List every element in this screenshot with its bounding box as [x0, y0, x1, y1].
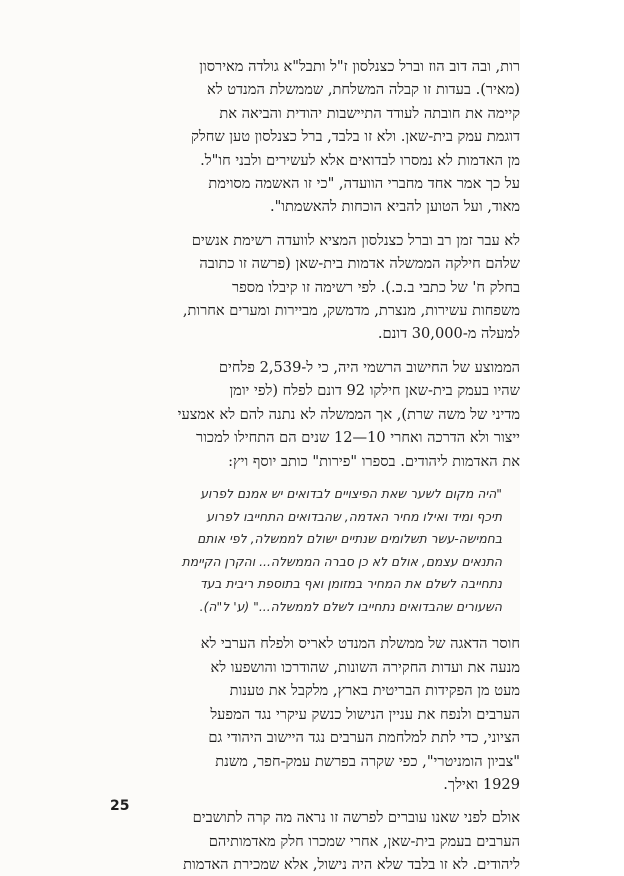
text-line: ליהודים. לא זו בלבד שלא היה נישול, אלא שמכירת האדמות: [183, 856, 520, 874]
text-line: הציוני, כדי לתת למלחמת הערבים נגד היישוב היהודי גם: [208, 729, 520, 747]
text-line: בחלק ח' של כתבי ב.כ.). לפי רשימה זו קיבלו מספר: [231, 278, 520, 296]
quote-line: נתחייבה לשלם את המחיר במזומן ואף בתוספת ריבית בעד: [199, 576, 502, 592]
quote-line: "היה מקום לשער שאת הפיצויים לבדואים יש אמנם לפרוע: [200, 485, 502, 501]
text-line: משפחות עשירות, מנצרת, מדמשק, מביירות ומערים אחרות,: [182, 302, 520, 320]
text-line: את האדמות ליהודים. בספרו "פירות" כותב יוסף ויץ:: [228, 452, 520, 470]
paragraph-5: [104, 806, 520, 876]
text-line: חוסר הדאגה של ממשלת המנדט לאריס ולפלח הערבי לא: [200, 635, 520, 653]
text-line: קיימה את חובתה לעודד התיישבות יהודית והביאה את: [219, 104, 520, 122]
text-line: "צביון הומניטרי", כפי שקרה בפרשת עמק-חפר, משנת: [215, 752, 520, 770]
text-column: [104, 55, 520, 876]
text-line: רות, ובה דוב הוז וברל כצנלסון ז"ל ותבל"א גולדה מאירסון: [199, 58, 520, 75]
text-line: מנעה את ועדות החקירה השונות, שהודרכו והושפעו לא: [210, 658, 520, 676]
block-quote: [118, 483, 502, 619]
text-line: למעלה מ-30,000 דונם.: [377, 325, 520, 343]
text-line: הממוצע של החישוב הרשמי היה, כי ל-2,539 פלחים: [218, 358, 520, 376]
page-margin: [520, 0, 624, 876]
text-line: על כך אמר אחד מחברי הוועדה, "כי זו האשמה מסוימת: [208, 175, 520, 193]
text-line: 1929 ואילך.: [443, 775, 520, 793]
text-line: הערבים ולנפח את עניין הנישול כנשק עיקרי נגד המפעל: [210, 705, 520, 723]
quote-line: השעורים שהבדואים נתחייבו לשלם לממשלה..." (ע' ל"ה).: [199, 598, 502, 614]
page-number: 25: [110, 798, 130, 814]
text-line: שהיו בעמק בית-שאן חילקו 92 דונם לפלח (לפי יומן: [229, 382, 520, 400]
quote-line: תיכף ומיד ואילו מחיר האדמה, שהבדואים התחייבו לפרוע: [206, 508, 502, 524]
quote-line: התנאים עצמם, אולם לא כן סברה הממשלה... והקרן הקיימת: [181, 553, 502, 569]
text-line: שלהם חילקה הממשלה אדמות בית-שאן (פרשה זו כתובה: [199, 255, 520, 273]
text-line: מן האדמות לא נמסרו לבדואים אלא לעשירים ולבני חו"ל.: [200, 151, 520, 169]
paragraph-1: [104, 55, 520, 219]
text-line: אולם לפני שאנו עוברים לפרשה זו נראה מה קרה לתושבים: [192, 809, 520, 827]
text-line: הערבים בעמק בית-שאן, אחרי שמכרו חלק מאדמותיהם: [208, 832, 520, 850]
text-line: לא עבר זמן רב וברל כצנלסון המציא לוועדה רשימת אנשים: [191, 231, 520, 249]
text-line: מדיני של משה שרת), אך הממשלה לא נתנה להם לא אמצעי: [177, 405, 520, 423]
text-line: (מאיר). בעדות זו קבלה המשלחת, שממשלת המנדט לא: [207, 81, 520, 99]
text-line: דוגמת עמק בית-שאן. ולא זו בלבד, ברל כצנלסון טען שחלק: [191, 128, 520, 146]
paragraph-3: [104, 356, 520, 473]
text-line: מאוד, ועל הטוען להביא הוכחות להאשמתו".: [269, 198, 520, 216]
paragraph-2: [104, 229, 520, 346]
quote-line: בחמישה-עשר תשלומים שנתיים ישולם לממשלה, לפי אותם: [197, 531, 502, 547]
paragraph-4: [104, 632, 520, 796]
text-line: ייצור ולא הדרכה ואחרי 10—12 שנים הם התחילו למכור: [196, 429, 520, 447]
text-line: מעט מן הפקידות הבריטית בארץ, מלקבל את טענות: [229, 682, 520, 700]
